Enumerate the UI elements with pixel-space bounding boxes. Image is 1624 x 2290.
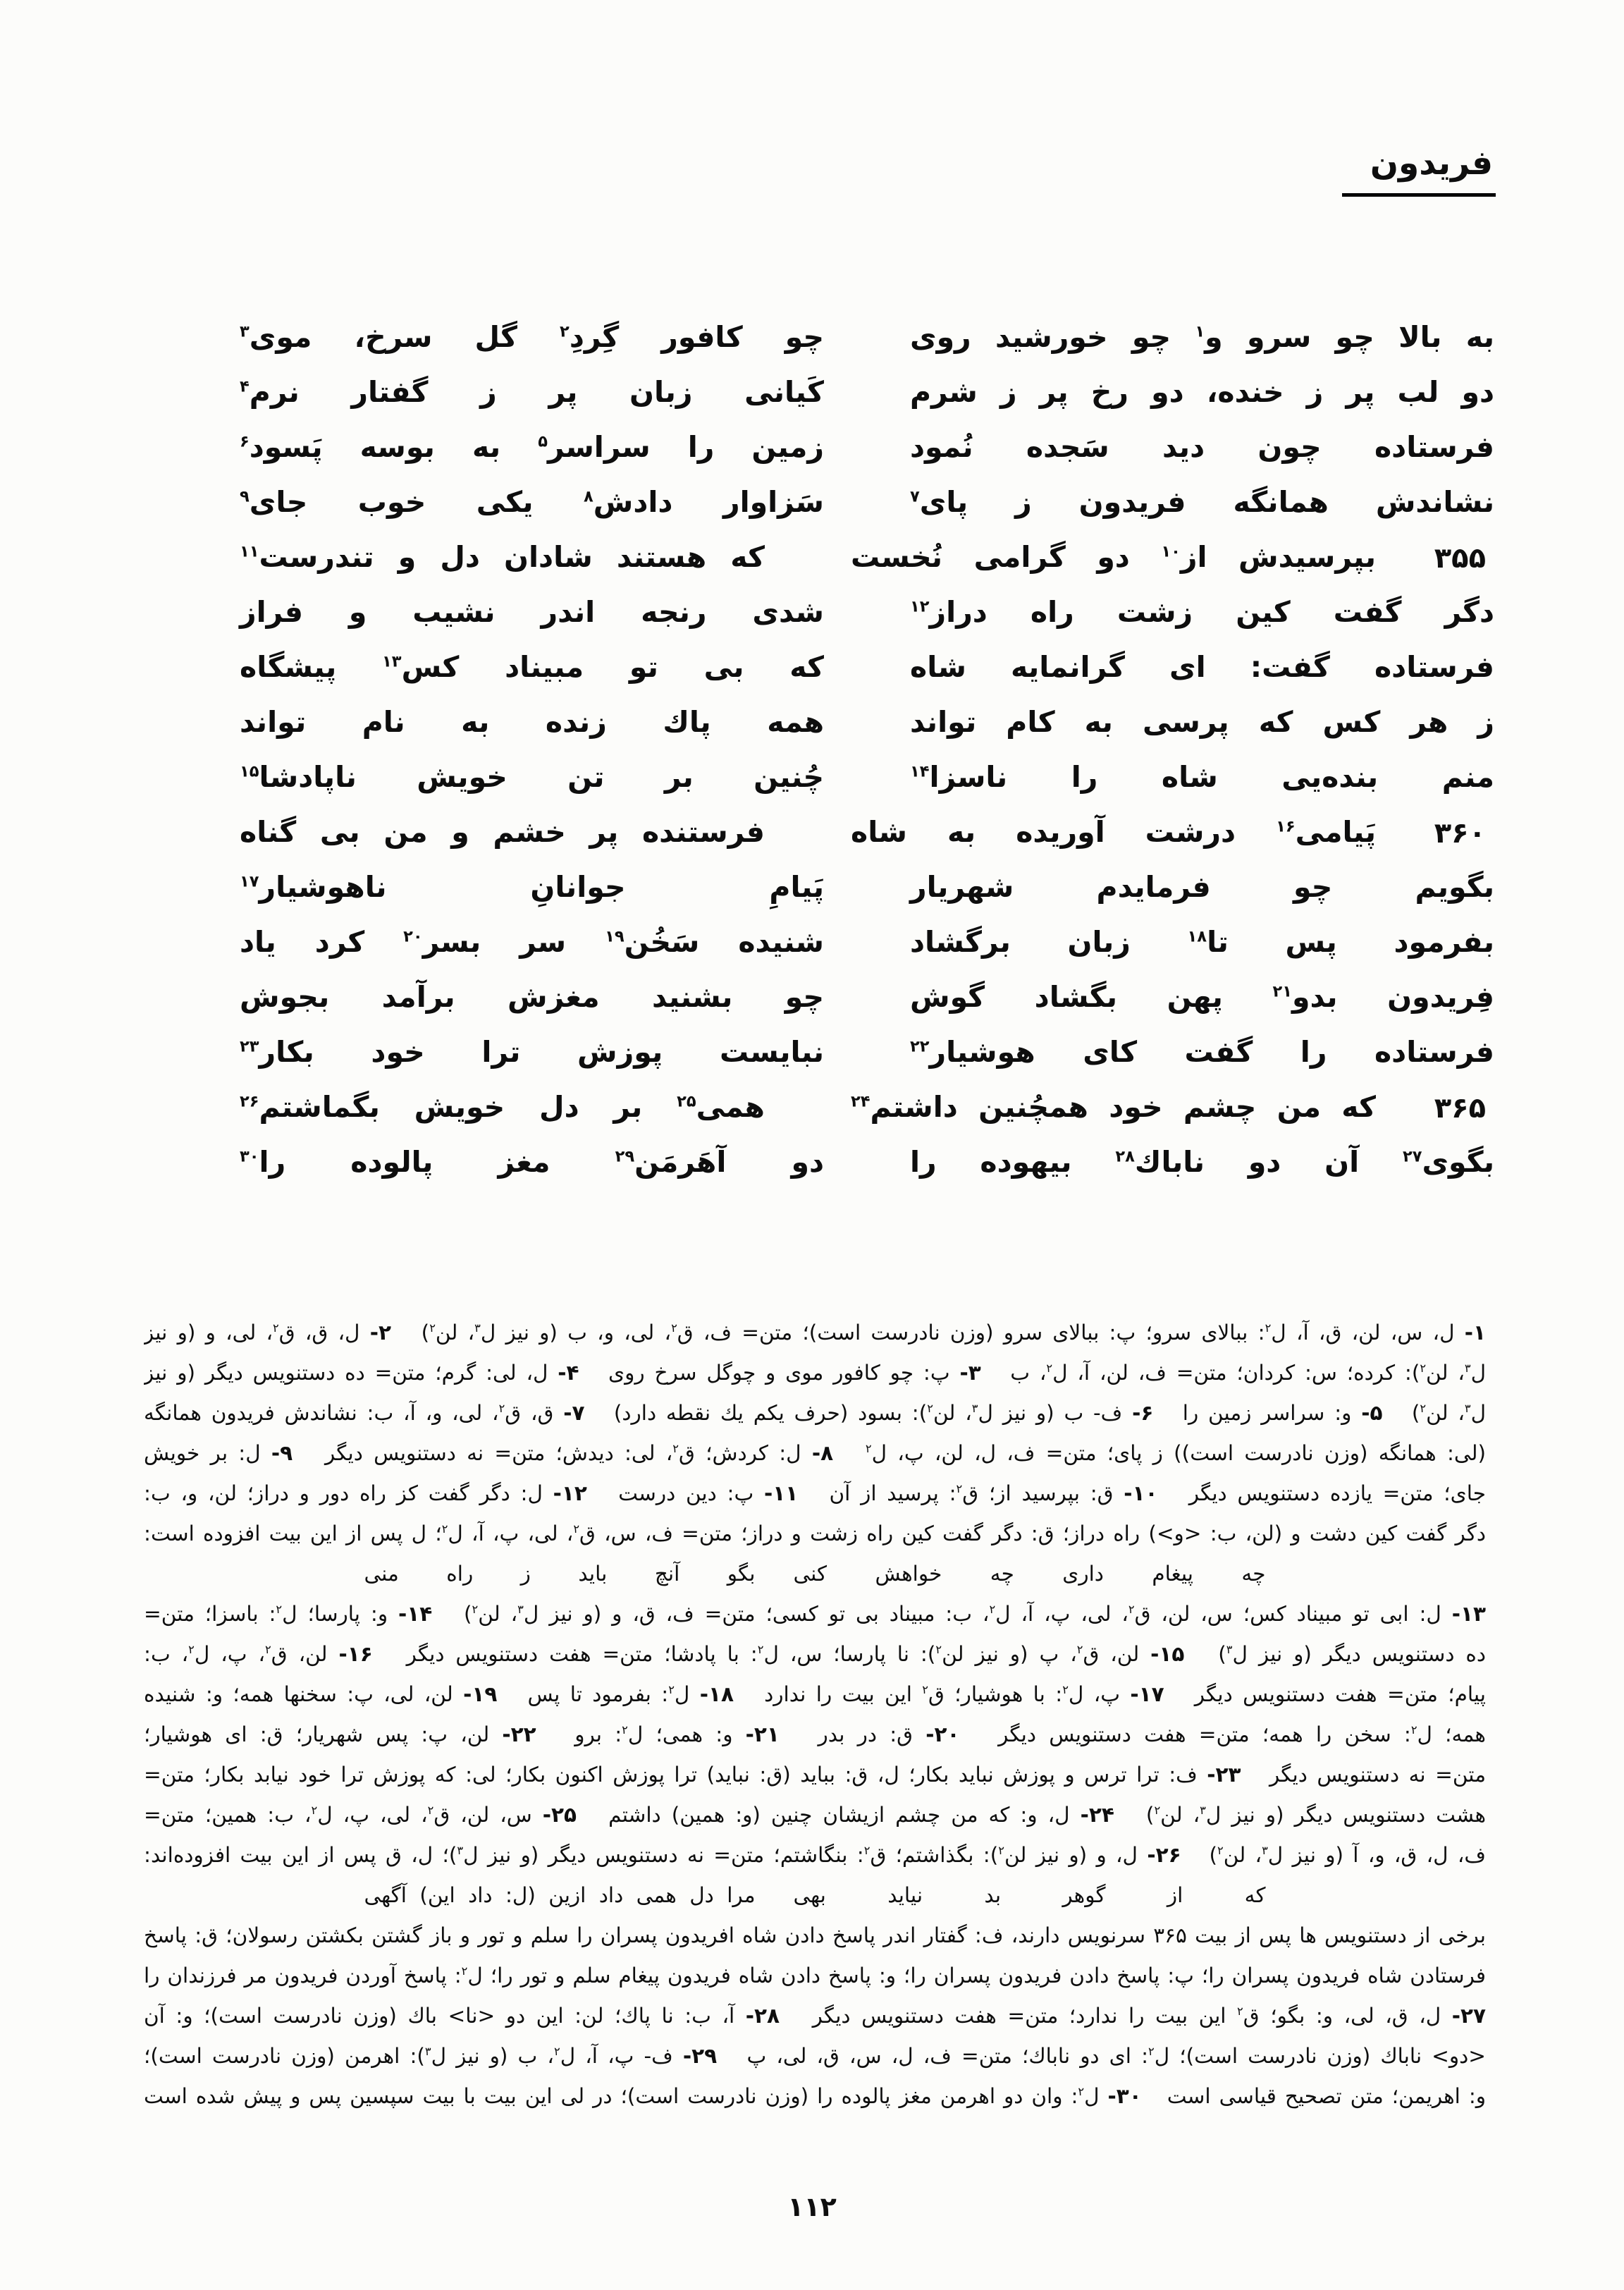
verse-row [240,594,1494,630]
footnote-marker: ۲ [998,1844,1004,1858]
apparatus-line: (لی: همانگه (وزن نادرست است)) ز پای؛ متن= ف، ل، لن، پ، ل$^۲$ ۸- ل: کردش؛ ق$^۲$، لی: دیدش؛ متن= نه دستنویس دیگر ۹- ل: بر خویش [144,1441,1486,1465]
hemistich-left: دو آهَرمَن$^{۲۹}$ مغز پالوده را$^{۳۰}$ [240,1145,824,1179]
footnote-marker: ۳ [1226,1643,1233,1657]
footnote-marker: ۱۸ [1187,927,1207,946]
apparatus-section [144,1313,1486,2117]
hemistich-right: بپرسیدش از$^{۱۰}$ دو گرامی نُخست [851,540,1376,574]
footnote-marker: ۲ [672,1442,679,1456]
apparatus-line: ف، ل، ق، و، آ (و نیز ل$^۳$، لن$^۲$) ۲۶- ل، و (و نیز لن$^۲$): بگذاشتم؛ ق$^۲$: بنگاشتم؛ متن= نه دستنویس دیگر (و نیز ل$^۳$)؛ ل، ق پس از این بیت افزوده‌اند: [144,1843,1486,1867]
apparatus-line: همه؛ ل$^۲$: سخن را همه؛ متن= هفت دستنویس دیگر ۲۰- ق: در بدر ۲۱- و: همی؛ ل$^۲$: برو ۲۲- لن، پ: پس شهریار؛ ق: ای هوشیار؛ [144,1722,1486,1746]
hemistich-right: بگوی$^{۲۷}$ آن دو ناباك$^{۲۸}$ بیهوده را [910,1145,1494,1179]
hemistich-right: بگویم چو فرمایدم شهریار [910,870,1494,904]
hemistich-left: چو بشنید مغزش برآمد بجوش [240,980,824,1014]
footnote-marker: ۲۴ [851,1092,871,1111]
page-number: ۱۱۲ [787,2191,837,2222]
footnote-marker: ۱۵ [240,762,259,781]
footnote-marker: ۲ [1410,1723,1417,1737]
footnote-marker: ۹ [240,487,250,506]
apparatus-line: فرستادن شاه فریدون پسران را؛ پ: پاسخ دادن فریدون پسران را؛ و: پاسخ دادن شاه فریدون پیغام سلم و تور را؛ ل$^۲$: پاسخ آوردن فریدون مر فرزندان را [144,1964,1486,1988]
footnote-marker: ۳ [1262,1844,1268,1858]
footnote-marker: ۱۲ [910,597,930,616]
hemistich-right: به بالا چو سرو و$^۱$ چو خورشید روی [910,320,1494,354]
chapter-title: فریدون [1370,144,1493,183]
verse-row [240,429,1494,465]
hemistich-right: فرستاده چون دید سَجده نُمود [910,430,1494,464]
verse-row [240,374,1494,410]
footnote-marker: ۳ [1464,1402,1471,1416]
hemistich-right: منم بنده‌یی شاه را ناسزا$^{۱۴}$ [910,760,1494,794]
verse-row [240,1144,1494,1180]
verse-row [240,484,1494,520]
footnote-marker: ۲ [573,1522,580,1536]
footnote-marker: ۳ [240,322,250,341]
footnote-marker: ۵ [538,432,548,451]
hemistich-left: نبایست پوزش ترا خود بکار$^{۲۳}$ [240,1035,824,1069]
footnote-marker: ۱۶ [1276,817,1296,836]
apparatus-line: پیام؛ متن= هفت دستنویس دیگر ۱۷- پ، ل$^۲$: با هوشیار؛ ق$^۲$ این بیت را ندارد ۱۸- ل$^۲$: بفرمود تا پس ۱۹- لن، لی، پ: سخنها همه؛ و: شنیده [144,1682,1486,1706]
footnote-marker: ۲ [276,1603,283,1617]
footnote-marker: ۲۰ [403,927,423,946]
footnote-marker: ۳ [1200,1804,1206,1818]
footnote-marker: ۲۸ [1115,1147,1135,1166]
footnote-marker: ۱۹ [605,927,625,946]
footnote-marker: ۲ [863,1844,871,1858]
page-header [1370,144,1493,183]
footnote-marker: ۳ [1464,1361,1471,1376]
verse-row [240,759,1494,795]
verse-row [240,814,1494,850]
footnote-marker: ۲۹ [615,1147,635,1166]
apparatus-line: هشت دستنویس دیگر (و نیز ل$^۳$، لن$^۲$) ۲۴- ل، و: که من چشم ازیشان چنین (و: همین) داشتم ۲۵- س، لن، ق$^۲$، لی، پ، ل$^۲$، ب: همین؛ متن= [144,1803,1486,1827]
apparatus-line: متن= نه دستنویس دیگر ۲۳- ف: ترا ترس و پوزش نباید بکار؛ ل، ق: بباید (ق: نباید) ترا پوزش اکنون بکار؛ لی: که پوزش ترا خود نیابد بکار؛ متن= [144,1763,1486,1787]
footnote-marker: ۲ [935,1643,942,1657]
hemistich-left: شدی رنجه اندر نشیب و فراز [240,595,824,629]
footnote-marker: ۲ [927,1402,933,1416]
verse-number: ۳۶۵ [1434,1092,1486,1125]
footnote-marker: ۱۱ [240,542,259,561]
apparatus-verse-left: مرا دل همی داد ازین (ل: داد این) آگهی [364,1883,756,1907]
footnote-marker: ۲ [441,1522,448,1536]
hemistich-right: بفرمود پس تا$^{۱۸}$ زبان برگشاد [910,925,1494,959]
apparatus-line: و: اهریمن؛ متن تصحیح قیاسی است ۳۰- ل$^۲$: وان دو اهرمن مغز پالوده را (وزن نادرست است)؛ در لی این بیت با بیت سپسین پس و پیش شده است [144,2084,1486,2108]
footnote-marker: ۶ [240,432,250,451]
verse-number: ۳۵۵ [1434,542,1486,575]
footnote-marker: ۲ [498,1402,505,1416]
footnote-marker: ۲ [622,1723,628,1737]
apparatus-line: ۱- ل، س، لن، ق، آ، ل$^۲$: ببالای سرو؛ پ: ببالای سرو (وزن نادرست است)؛ متن= ف، ق$^۲$، لی، و، ب (و نیز ل$^۳$، لن$^۲$) ۲- ل، ق، ق$^۲$، لی، و (و نیز [144,1321,1486,1345]
footnote-marker: ۲ [956,1482,963,1496]
verse-row [240,869,1494,905]
apparatus-line: ۱۳- ل: ابی تو مبیناد کس؛ س، لن، ق$^۲$، لی، پ، آ، ل$^۲$، ب: مبیناد بی تو کسی؛ متن= ف، ق، و (و نیز ل$^۳$، لن$^۲$) ۱۴- و: پارسا؛ ل$^۲$: باسزا؛ متن= [144,1602,1486,1626]
footnote-marker: ۲ [1420,1402,1427,1416]
apparatus-verse-line [144,1554,1486,1594]
footnote-marker: ۲ [1062,1683,1069,1697]
verse-row [240,539,1494,575]
footnote-marker: ۳۰ [240,1147,259,1166]
footnote-marker: ۲ [265,1643,271,1657]
footnote-marker: ۲ [272,1321,279,1335]
verse-row [240,1034,1494,1070]
footnote-marker: ۲۵ [677,1092,696,1111]
footnote-marker: ۲ [427,1804,434,1818]
footnote-marker: ۳ [474,1321,481,1335]
hemistich-right: ز هر کس که پرسی به کام تواند [910,705,1494,739]
footnote-marker: ۲ [865,1442,872,1456]
verse-row [240,1089,1494,1125]
footnote-marker: ۲ [461,1964,468,1978]
footnote-marker: ۲ [989,1603,996,1617]
footnote-marker: ۷ [910,487,920,506]
apparatus-verse-line [144,1875,1486,1916]
hemistich-left: کَیانی زبان پر ز گفتار نرم$^۴$ [240,375,824,409]
footnote-marker: ۱ [1195,322,1205,341]
hemistich-right: فِریدون بدو$^{۲۱}$ پهن بگشاد گوش [910,980,1494,1014]
hemistich-right: فرستاده گفت: ای گرانمایه شاه [910,650,1494,684]
hemistich-left: چو کافور گِردِ$^۲$ گل سرخ، موی$^۳$ [240,320,824,354]
footnote-marker: ۴ [240,377,250,396]
footnote-marker: ۲ [188,1643,195,1657]
footnote-marker: ۲ [1237,2004,1243,2019]
hemistich-right: فرستاده را گفت کای هوشیار$^{۲۲}$ [910,1035,1494,1069]
footnote-marker: ۱۳ [382,652,402,671]
footnote-marker: ۲ [553,2045,560,2059]
apparatus-line: جای؛ متن= یازده دستنویس دیگر ۱۰- ق: بپرسید از؛ ق$^۲$: پرسید از آن ۱۱- پ: دین درست ۱۲- ل: دگر گفت کز راه دور و دراز؛ لن، و، ب: [144,1481,1486,1505]
footnote-marker: ۲۱ [1272,982,1292,1001]
apparatus-line: <دو> ناباك (وزن نادرست است)؛ ل$^۲$: ای دو ناباك؛ متن= ف، ل، س، ق، لی، پ ۲۹- ف- پ، آ، ل$^۲$، ب (و نیز ل$^۳$): اهرمن (وزن نادرست است)؛ [144,2044,1486,2068]
hemistich-left: سَزاوار دادش$^۸$ یکی خوب جای$^۹$ [240,485,824,519]
footnote-marker: ۱۷ [240,872,259,891]
hemistich-left: شنیده سَخُن$^{۱۹}$ سر بسر$^{۲۰}$ کرد یاد [240,925,824,959]
footnote-marker: ۲ [472,1603,479,1617]
hemistich-right: که من چشم خود همچُنین داشتم$^{۲۴}$ [851,1090,1376,1124]
footnote-marker: ۱۰ [1161,542,1181,561]
footnote-marker: ۲ [560,322,570,341]
footnote-marker: ۲۲ [910,1037,930,1056]
hemistich-left: همه پاك زنده به نام تواند [240,705,824,739]
hemistich-left: زمین را سراسر$^۵$ به بوسه پَسود$^۶$ [240,430,824,464]
footnote-marker: ۳ [457,1844,464,1858]
footnote-marker: ۲۶ [240,1092,259,1111]
footnote-marker: ۲ [429,1321,436,1335]
hemistich-left: که بی تو مبیناد کس$^{۱۳}$ پیشگاه [240,650,824,684]
footnote-marker: ۲ [1420,1361,1427,1376]
apparatus-line: ل$^۳$، لن$^۲$) ۵- و: سراسر زمین را ۶- ف- ب (و نیز ل$^۳$، لن$^۲$): بسود (حرف یکم یك نقطه دارد) ۷- ق، ق$^۲$، لی، و، آ، ب: نشاندش فریدون همانگه [144,1401,1486,1425]
verse-row [240,924,1494,960]
footnote-marker: ۲ [668,1683,675,1697]
hemistich-right: پَیامی$^{۱۶}$ درشت آوریده به شاه [851,815,1376,849]
hemistich-left: که هستند شادان دل و تندرست$^{۱۱}$ [240,540,765,574]
verse-row [240,319,1494,355]
hemistich-left: فرستنده پر خشم و من بی گناه [240,815,765,849]
poem-section [240,319,1494,1199]
verse-row [240,704,1494,740]
apparatus-line: برخی از دستنویس ها پس از بیت ۳۶۵ سرنویس دارند، ف: گفتار اندر پاسخ دادن شاه افریدون پسران را سلم و تور و باز گشتن بکشتن رسولان؛ ق: پاسخ [144,1923,1486,1947]
footnote-marker: ۲ [1148,2045,1155,2059]
footnote-marker: ۲ [671,1321,677,1335]
footnote-marker: ۲ [1154,1804,1161,1818]
footnote-marker: ۳ [971,1402,978,1416]
apparatus-line: ده دستنویس دیگر (و نیز ل$^۳$) ۱۵- لن، ق$^۲$، پ (و نیز لن$^۲$): نا پارسا؛ س، ل$^۲$: با پادشا؛ متن= هفت دستنویس دیگر ۱۶- لن، ق$^۲$، پ، ل$^۲$، ب: [144,1642,1486,1666]
apparatus-verse-left: بگو آنچ باید ز راه منی [364,1562,756,1586]
footnote-marker: ۲ [1265,1321,1272,1335]
hemistich-right: دگر گفت کین زشت راه دراز$^{۱۲}$ [910,595,1494,629]
apparatus-verse-right: چه پیغام داری چه خواهش کنی [793,1562,1266,1586]
footnote-marker: ۲ [1128,1603,1135,1617]
footnote-marker: ۲ [757,1643,764,1657]
apparatus-line: دگر گفت کین دشت و (لن، ب: <و>) راه دراز؛ ق: دگر گفت کین راه زشت و دراز؛ متن= ف، س، ق$^۲$، لی، پ، آ، ل$^۲$؛ ل پس از این بیت افزوده است: [144,1521,1486,1545]
footnote-marker: ۳ [424,2045,431,2059]
apparatus-line: ۲۷- ل، ق، لی، و: بگو؛ ق$^۲$ این بیت را ندارد؛ متن= هفت دستنویس دیگر ۲۸- آ، ب: نا پاك؛ لن: این دو <نا> باك (وزن نادرست است)؛ و: آن [144,2004,1486,2028]
hemistich-left: پَیامِ جوانانِ ناهوشیار$^{۱۷}$ [240,870,824,904]
apparatus-line: ل$^۳$، لن$^۲$): کرده؛ س: کردان؛ متن= ف، لن، آ، ل$^۲$، ب ۳- پ: چو کافور موی و چوگل سرخ روی ۴- ل، لی: گرم؛ متن= ده دستنویس دیگر (و نیز [144,1361,1486,1385]
footnote-marker: ۲ [1217,1844,1224,1858]
verse-row [240,979,1494,1015]
header-rule [1342,193,1496,197]
footnote-marker: ۲ [1076,1643,1083,1657]
footnote-marker: ۲۷ [1402,1147,1422,1166]
footnote-marker: ۲ [922,1683,928,1697]
footnote-marker: ۲۳ [240,1037,259,1056]
footnote-marker: ۲ [1078,2085,1085,2099]
hemistich-left: همی$^{۲۵}$ بر دل خویش بگماشتم$^{۲۶}$ [240,1090,765,1124]
apparatus-verse-right: که از گوهر بد نیاید بهی [793,1883,1266,1907]
footnote-marker: ۲ [311,1804,318,1818]
footnote-marker: ۱۴ [910,762,930,781]
footnote-marker: ۸ [583,487,593,506]
footnote-marker: ۳ [517,1603,524,1617]
verse-row [240,649,1494,685]
verse-number: ۳۶۰ [1434,817,1486,850]
hemistich-left: چُنین بر تن خویش ناپادشا$^{۱۵}$ [240,760,824,794]
hemistich-right: دو لب پر ز خنده، دو رخ پر ز شرم [910,375,1494,409]
hemistich-right: نشاندش همانگه فریدون ز پای$^۷$ [910,485,1494,519]
footnote-marker: ۲ [1046,1361,1053,1376]
